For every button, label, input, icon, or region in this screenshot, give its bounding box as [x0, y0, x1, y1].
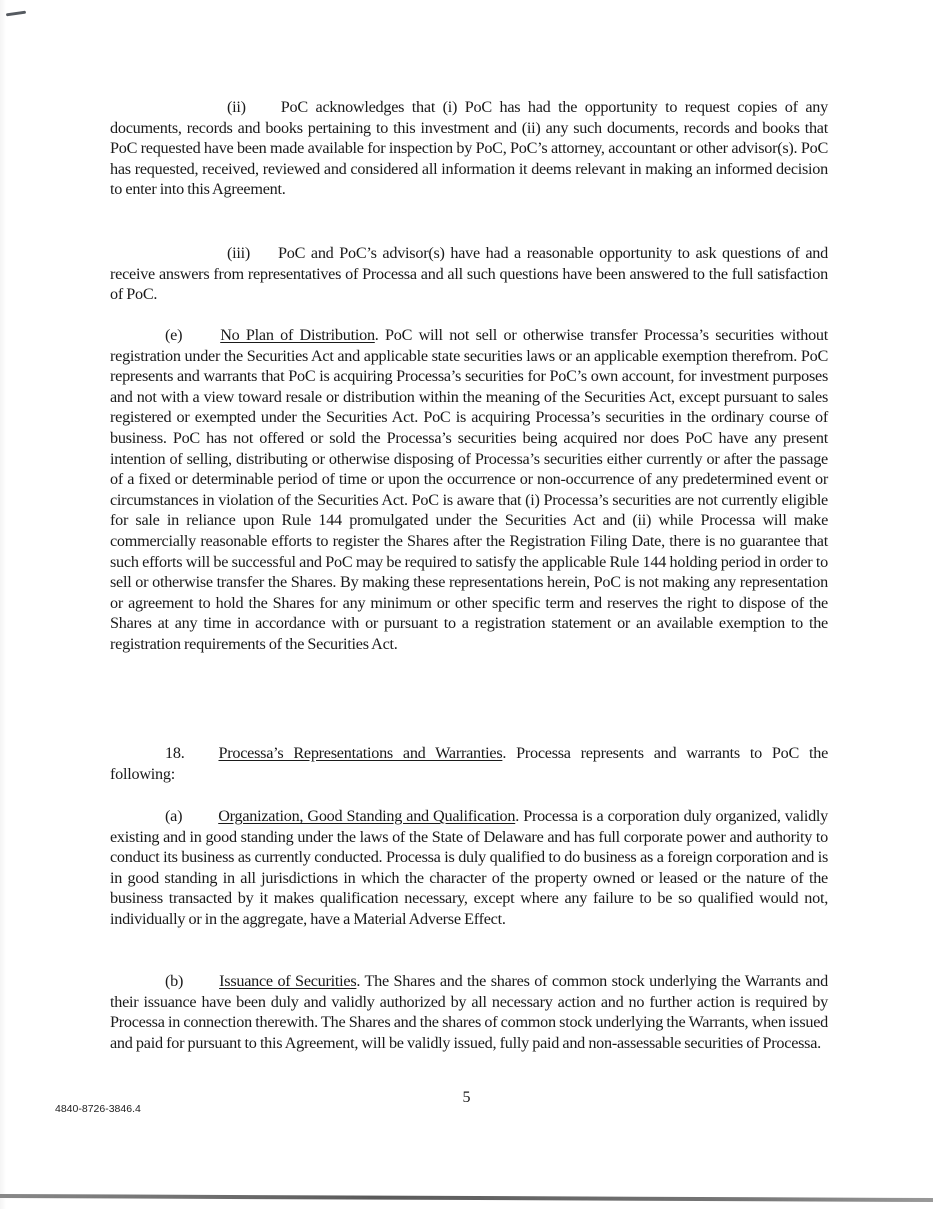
- paragraph-e: [110, 325, 828, 655]
- paragraph-label: (ii): [227, 98, 246, 116]
- section-18: [110, 743, 828, 784]
- paragraph-text: The Shares and the shares of common stock underlying the Warrants and their issuance have been duly and validly authorized by all necessary action and no further action is required by Processa in connection therewith. The Shares and the shares of common stock underlying the Warrants, when issued and paid for pursuant to this Agreement, will be validly issued, fully paid and non-assessable securities of Processa.: [110, 972, 828, 1052]
- section-heading: Organization, Good Standing and Qualification: [218, 807, 516, 825]
- paragraph-text: Processa is a corporation duly organized, validly existing and in good standing under the laws of the State of Delaware and has full corporate power and authority to conduct its business as currently conducted. Processa is duly qualified to do business as a foreign corporation and is in good standing in all jurisdictions in which the character of the property owned or leased or the nature of the business transacted by it makes qualification necessary, except where any failure to be so qualified would not, individually or in the aggregate, have a Material Adverse Effect.: [110, 807, 829, 928]
- paragraph-ii: [110, 97, 828, 200]
- paragraph-b: [110, 971, 828, 1053]
- heading-suffix: .: [356, 972, 365, 990]
- paragraph-label: (e): [165, 326, 183, 344]
- section-heading: Processa’s Representations and Warranties: [218, 744, 503, 762]
- paragraph-label: (iii): [227, 244, 251, 262]
- section-number: 18.: [165, 744, 185, 762]
- paragraph-text: Processa represents and warrants to PoC the following:: [110, 744, 828, 783]
- section-heading: Issuance of Securities: [219, 972, 357, 990]
- heading-suffix: .: [515, 807, 524, 825]
- paragraph-iii: [110, 243, 828, 305]
- page-number: 5: [462, 1089, 471, 1106]
- paragraph-text: PoC and PoC’s advisor(s) have had a reasonable opportunity to ask questions of and receive answers from representatives of Processa and all such questions have been answered to the full satisfaction of PoC.: [110, 244, 828, 304]
- section-heading: No Plan of Distribution: [220, 326, 375, 344]
- heading-suffix: .: [502, 744, 517, 762]
- document-id: 4840-8726-3846.4: [55, 1103, 141, 1115]
- scan-artifact-mark: [6, 11, 26, 17]
- paragraph-label: (b): [165, 972, 184, 990]
- heading-suffix: .: [374, 326, 386, 344]
- paragraph-text: PoC acknowledges that (i) PoC has had the opportunity to request copies of any documents, records and books pertaining to this investment and (ii) any such documents, records and books that PoC requested have been made available for inspection by PoC, PoC’s attorney, accountant or other advisor(s). PoC has requested, received, reviewed and considered all information it deems relevant in making an informed decision to enter into this Agreement.: [110, 98, 828, 199]
- scan-bottom-edge: [0, 1194, 933, 1202]
- paragraph-text: PoC will not sell or otherwise transfer Processa’s securities without registration under the Securities Act and applicable state securities laws or an applicable exemption therefrom. PoC represents and warrants that PoC is acquiring Processa’s securities for PoC’s own account, for investment purposes and not with a view toward resale or distribution within the meaning of the Securities Act, except pursuant to sales registered or exempted under the Securities Act. PoC is acquiring Processa’s securities in the ordinary course of business. PoC has not offered or sold the Processa’s securities being acquired nor does PoC have any present intention of selling, distributing or otherwise disposing of Processa’s securities either currently or after the passage of a fixed or determinable period of time or upon the occurrence or non-occurrence of any predetermined event or circumstances in violation of the Securities Act. PoC is aware that (i) Processa’s securities are not currently eligible for sale in reliance upon Rule 144 promulgated under the Securities Act and (ii) while Processa will make commercially reasonable efforts to register the Shares after the Registration Filing Date, there is no guarantee that such efforts will be successful and PoC may be required to satisfy the applicable Rule 144 holding period in order to sell or otherwise transfer the Shares. By making these representations herein, PoC is not making any representation or agreement to hold the Shares for any minimum or other specific term and reserves the right to dispose of the Shares at any time in accordance with or pursuant to a registration statement or an available exemption to the registration requirements of the Securities Act.: [110, 326, 829, 653]
- paragraph-a: [110, 806, 828, 930]
- paragraph-label: (a): [165, 807, 183, 825]
